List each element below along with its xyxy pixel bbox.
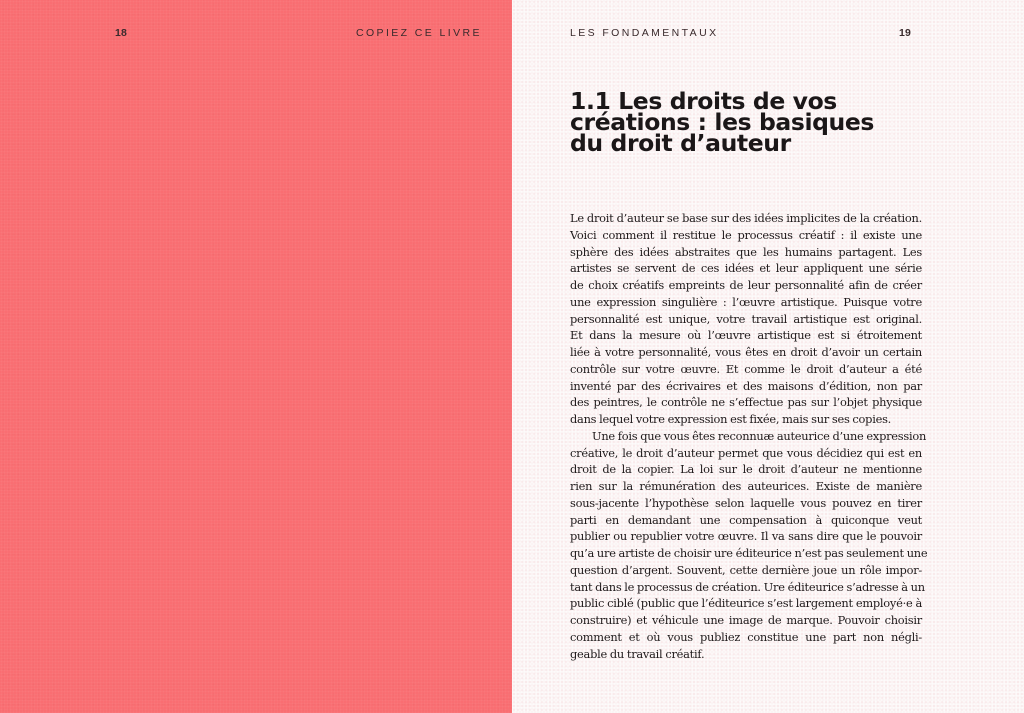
running-head-left: COPIEZ CE LIVRE xyxy=(356,27,482,39)
text-line: Le droit d’auteur se base sur des idées implicites de la création. xyxy=(570,211,922,225)
chapter-title-line: 1.1 Les droits de vos xyxy=(570,87,837,115)
right-page xyxy=(512,0,1024,713)
paragraph-2 xyxy=(570,428,928,663)
running-head-right: LES FONDAMENTAUX xyxy=(570,27,719,39)
text-line: rien sur la rémunération des auteurices. Existe de manière xyxy=(570,479,922,493)
text-line: comment et où vous publiez constitue une part non négli- xyxy=(570,629,922,644)
text-line: Voici comment il restitue le processus créatif : il existe une xyxy=(570,227,922,242)
text-line: Une fois que vous êtes reconnuæ auteurice d’une expression xyxy=(592,428,927,443)
text-line: construire) et véhicule une image de marque. Pouvoir choisir xyxy=(570,613,922,627)
body-text xyxy=(570,210,928,662)
text-line: question d’argent. Souvent, cette dernière joue un rôle impor- xyxy=(570,562,922,577)
text-line: liée à votre personnalité, vous êtes en droit d’avoir un certain xyxy=(570,345,922,359)
chapter-title-line: du droit d’auteur xyxy=(570,129,791,157)
text-line: geable du travail créatif. xyxy=(570,646,705,661)
text-line: qu’a ure artiste de choisir ure éditeurice n’est pas seulement une xyxy=(570,546,928,560)
text-line: tant dans le processus de création. Ure éditeurice s’adresse à un xyxy=(570,579,925,594)
page-number-left: 18 xyxy=(115,27,128,39)
text-line: Et dans la mesure où l’œuvre artistique est si étroitement xyxy=(570,328,922,343)
text-line: inventé par des écrivaires et des maisons d’édition, non par xyxy=(570,378,922,393)
text-line: sphère des idées abstraites que les humains partagent. Les xyxy=(570,244,922,259)
text-line: dans lequel votre expression est fixée, mais sur ses copies. xyxy=(570,412,892,426)
text-line: publier ou republier votre œuvre. Il va sans dire que le pouvoir xyxy=(570,529,922,544)
text-line: des peintres, le contrôle ne s’effectue pas sur l’objet physique xyxy=(570,395,922,410)
text-line: personnalité est unique, votre travail artistique est original. xyxy=(570,311,922,326)
chapter-title-line: créations : les basiques xyxy=(570,108,874,136)
page-number-right: 19 xyxy=(899,27,912,39)
text-line: sous-jacente l’hypothèse selon laquelle vous pouvez en tirer xyxy=(570,495,922,510)
text-line: artistes se servent de ces idées et leur appliquent une série xyxy=(570,261,922,276)
text-line: contrôle sur votre œuvre. Et comme le droit d’auteur a été xyxy=(570,361,922,376)
text-line: public ciblé (public que l’éditeurice s’est largement employé·e à xyxy=(570,596,922,611)
text-line: de choix créatifs empreints de leur personnalité afin de créer xyxy=(570,278,922,292)
text-line: créative, le droit d’auteur permet que vous décidiez qui est en xyxy=(570,445,922,460)
text-line: droit de la copier. La loi sur le droit d’auteur ne mentionne xyxy=(570,462,922,477)
chapter-title xyxy=(570,87,900,157)
text-line: parti en demandant une compensation à quiconque veut xyxy=(570,512,922,527)
paragraph-1 xyxy=(570,210,922,428)
text-line: une expression singulière : l’œuvre artistique. Puisque votre xyxy=(570,294,922,309)
